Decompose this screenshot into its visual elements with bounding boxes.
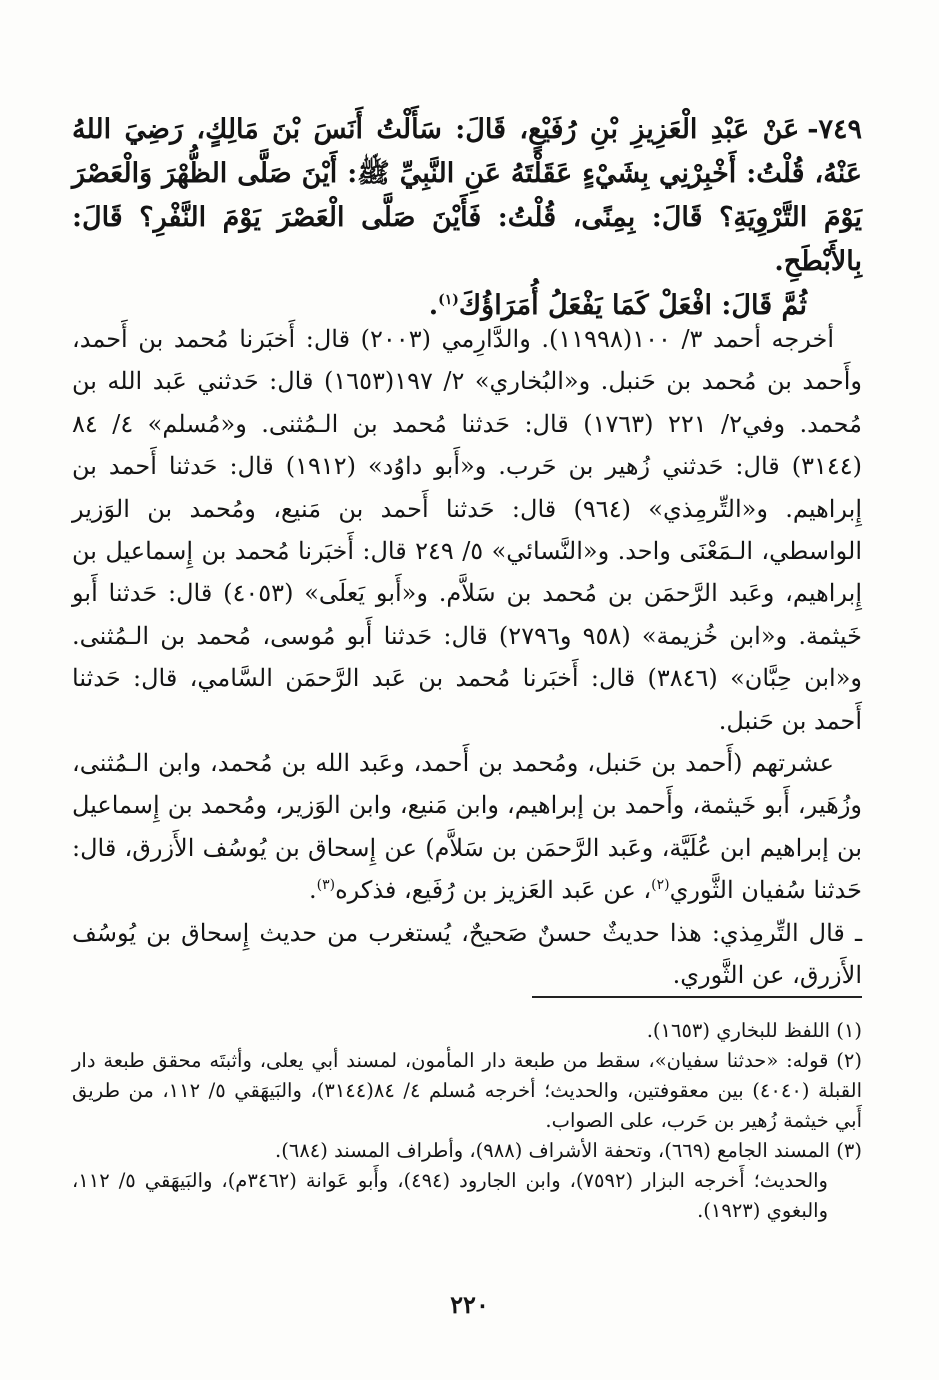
hadith-last-line-text: ثُمَّ قَالَ: افْعَلْ كَمَا يَفْعَلُ أُمَرَاؤُكَ [458,290,807,321]
footnote-2: (٢) قوله: «حدثنا سفيان»، سقط من طبعة دار المأمون، لمسند أبي يعلى، وأثبتَه محقق طبعة دار القبلة (٤٠٤٠) بين معقوفتين، والحديث؛ أخرجه مُسلم ٤/ ٨٤(٣١٤٤)، والبَيهَقي ٥/ ١١٢، من طريق أَبي خيثمة زُهير بن حَرب، على الصواب. [72,1049,862,1132]
footnote-3-continuation: والحديث؛ أَخرجه البزار (٧٥٩٢)، وابن الجارود (٤٩٤)، وأَبو عَوانة (٣٤٦٢م)، والبَيهَقي ٥/ ١١٢، والبغوي (١٩٢٣). [72,1169,828,1222]
takhrij-paragraph-2-mid: ، عن عَبد العَزيز بن رُفَيع، فذكره [335,876,652,905]
takhrij-paragraph-2-text: عشرتهم (أَحمد بن حَنبل، ومُحمد بن أَحمد، وعَبد الله بن مُحمد، وابن الـمُثنى، وزُهَير، أَبو خَيثمة، وأَحمد بن إبراهيم، وابن مَنيع، وابن الوَزير، ومُحمد بن إِسماعيل بن إبراهيم ابن عُلَيَّة، وعَبد الرَّحمَن بن سَلاَّم) عن إِسحاق بن يُوسُف الأَزرق، قال: حَدثنا سُفيان الثَّوري [72,749,863,905]
hadith-paragraph [72,108,862,284]
footnote-divider [532,996,862,998]
hadith-body: عَنْ عَبْدِ الْعَزِيزِ بْنِ رُفَيْعٍ، قَالَ: سَأَلْتُ أَنَسَ بْنَ مَالِكٍ، رَضِيَ اللهُ عَنْهُ، قُلْتُ: أَخْبِرْنِي بِشَيْءٍ عَقَلْتَهُ عَنِ النَّبِيِّ ﷺ: أَيْنَ صَلَّى الظُّهْرَ وَالْعَصْرَ يَوْمَ التَّرْوِيَةِ؟ قَالَ: بِمِنًى، قُلْتُ: فَأَيْنَ صَلَّى الْعَصْرَ يَوْمَ النَّفْرِ؟ قَالَ: بِالأَبْطَحِ. [72,114,862,277]
hadith-number: ٧٤٩- [807,114,862,145]
footnotes [72,1016,862,1226]
page-number: ٢٢٠ [450,1290,489,1319]
footnote-ref-2[interactable]: (٢) [651,877,670,894]
takhrij-paragraph-2-end: . [308,876,317,905]
footnote-ref-1[interactable]: (١) [438,292,459,308]
takhrij-section [72,318,862,997]
takhrij-paragraph-1: أخرجه أحمد ٣/ ١٠٠(١١٩٩٨). والدَّارِمي (٢٠٠٣) قال: أَخبَرنا مُحمد بن أَحمد، وأَحمد بن مُحمد بن حَنبل. و«البُخاري» ٢/ ١٩٧(١٦٥٣) قال: حَدثني عَبد الله بن مُحمد. وفي٢/ ٢٢١ (١٧٦٣) قال: حَدثنا مُحمد بن الـمُثنى. و«مُسلم» ٤/ ٨٤ (٣١٤٤) قال: حَدثني زُهير بن حَرب. و«أَبو داوُد» (١٩١٢) قال: حَدثنا أَحمد بن إِبراهيم. و«التِّرمِذي» (٩٦٤) قال: حَدثنا أَحمد بن مَنيع، ومُحمد بن الوَزير الواسطي، الـمَعْنَى واحد. و«النَّسائي» ٥/ ٢٤٩ قال: أَخبَرنا مُحمد بن إِسماعيل بن إِبراهيم، وعَبد الرَّحمَن بن مُحمد بن سَلاَّم. و«أَبو يَعلَى» (٤٠٥٣) قال: حَدثنا أَبو خَيثمة. و«ابن خُزيمة» (٩٥٨ و٢٧٩٦) قال: حَدثنا أَبو مُوسى، مُحمد بن الـمُثنى. و«ابن حِبَّان» (٣٨٤٦) قال: أَخبَرنا مُحمد بن عَبد الرَّحمَن السَّامي، قال: حَدثنا أَحمد بن حَنبل. [72,325,863,735]
footnote-1: (١) اللفظ للبخاري (١٦٥٣). [646,1019,862,1042]
hadith-last-line-end: . [428,290,439,321]
takhrij-paragraph-2 [72,742,862,912]
footnote-3: (٣) المسند الجامع (٦٦٩)، وتحفة الأشراف (٩٨٨)، وأطراف المسند (٦٨٤). [275,1139,862,1162]
hadith-text [72,108,862,328]
tirmidhi-remark: ـ قال التِّرمِذي: هذا حديثٌ حسنٌ صَحيحٌ، يُستغرب من حديث إِسحاق بن يُوسُف الأَزرق، عن الثَّوري. [72,918,862,990]
footnote-ref-3[interactable]: (٣) [316,877,336,894]
